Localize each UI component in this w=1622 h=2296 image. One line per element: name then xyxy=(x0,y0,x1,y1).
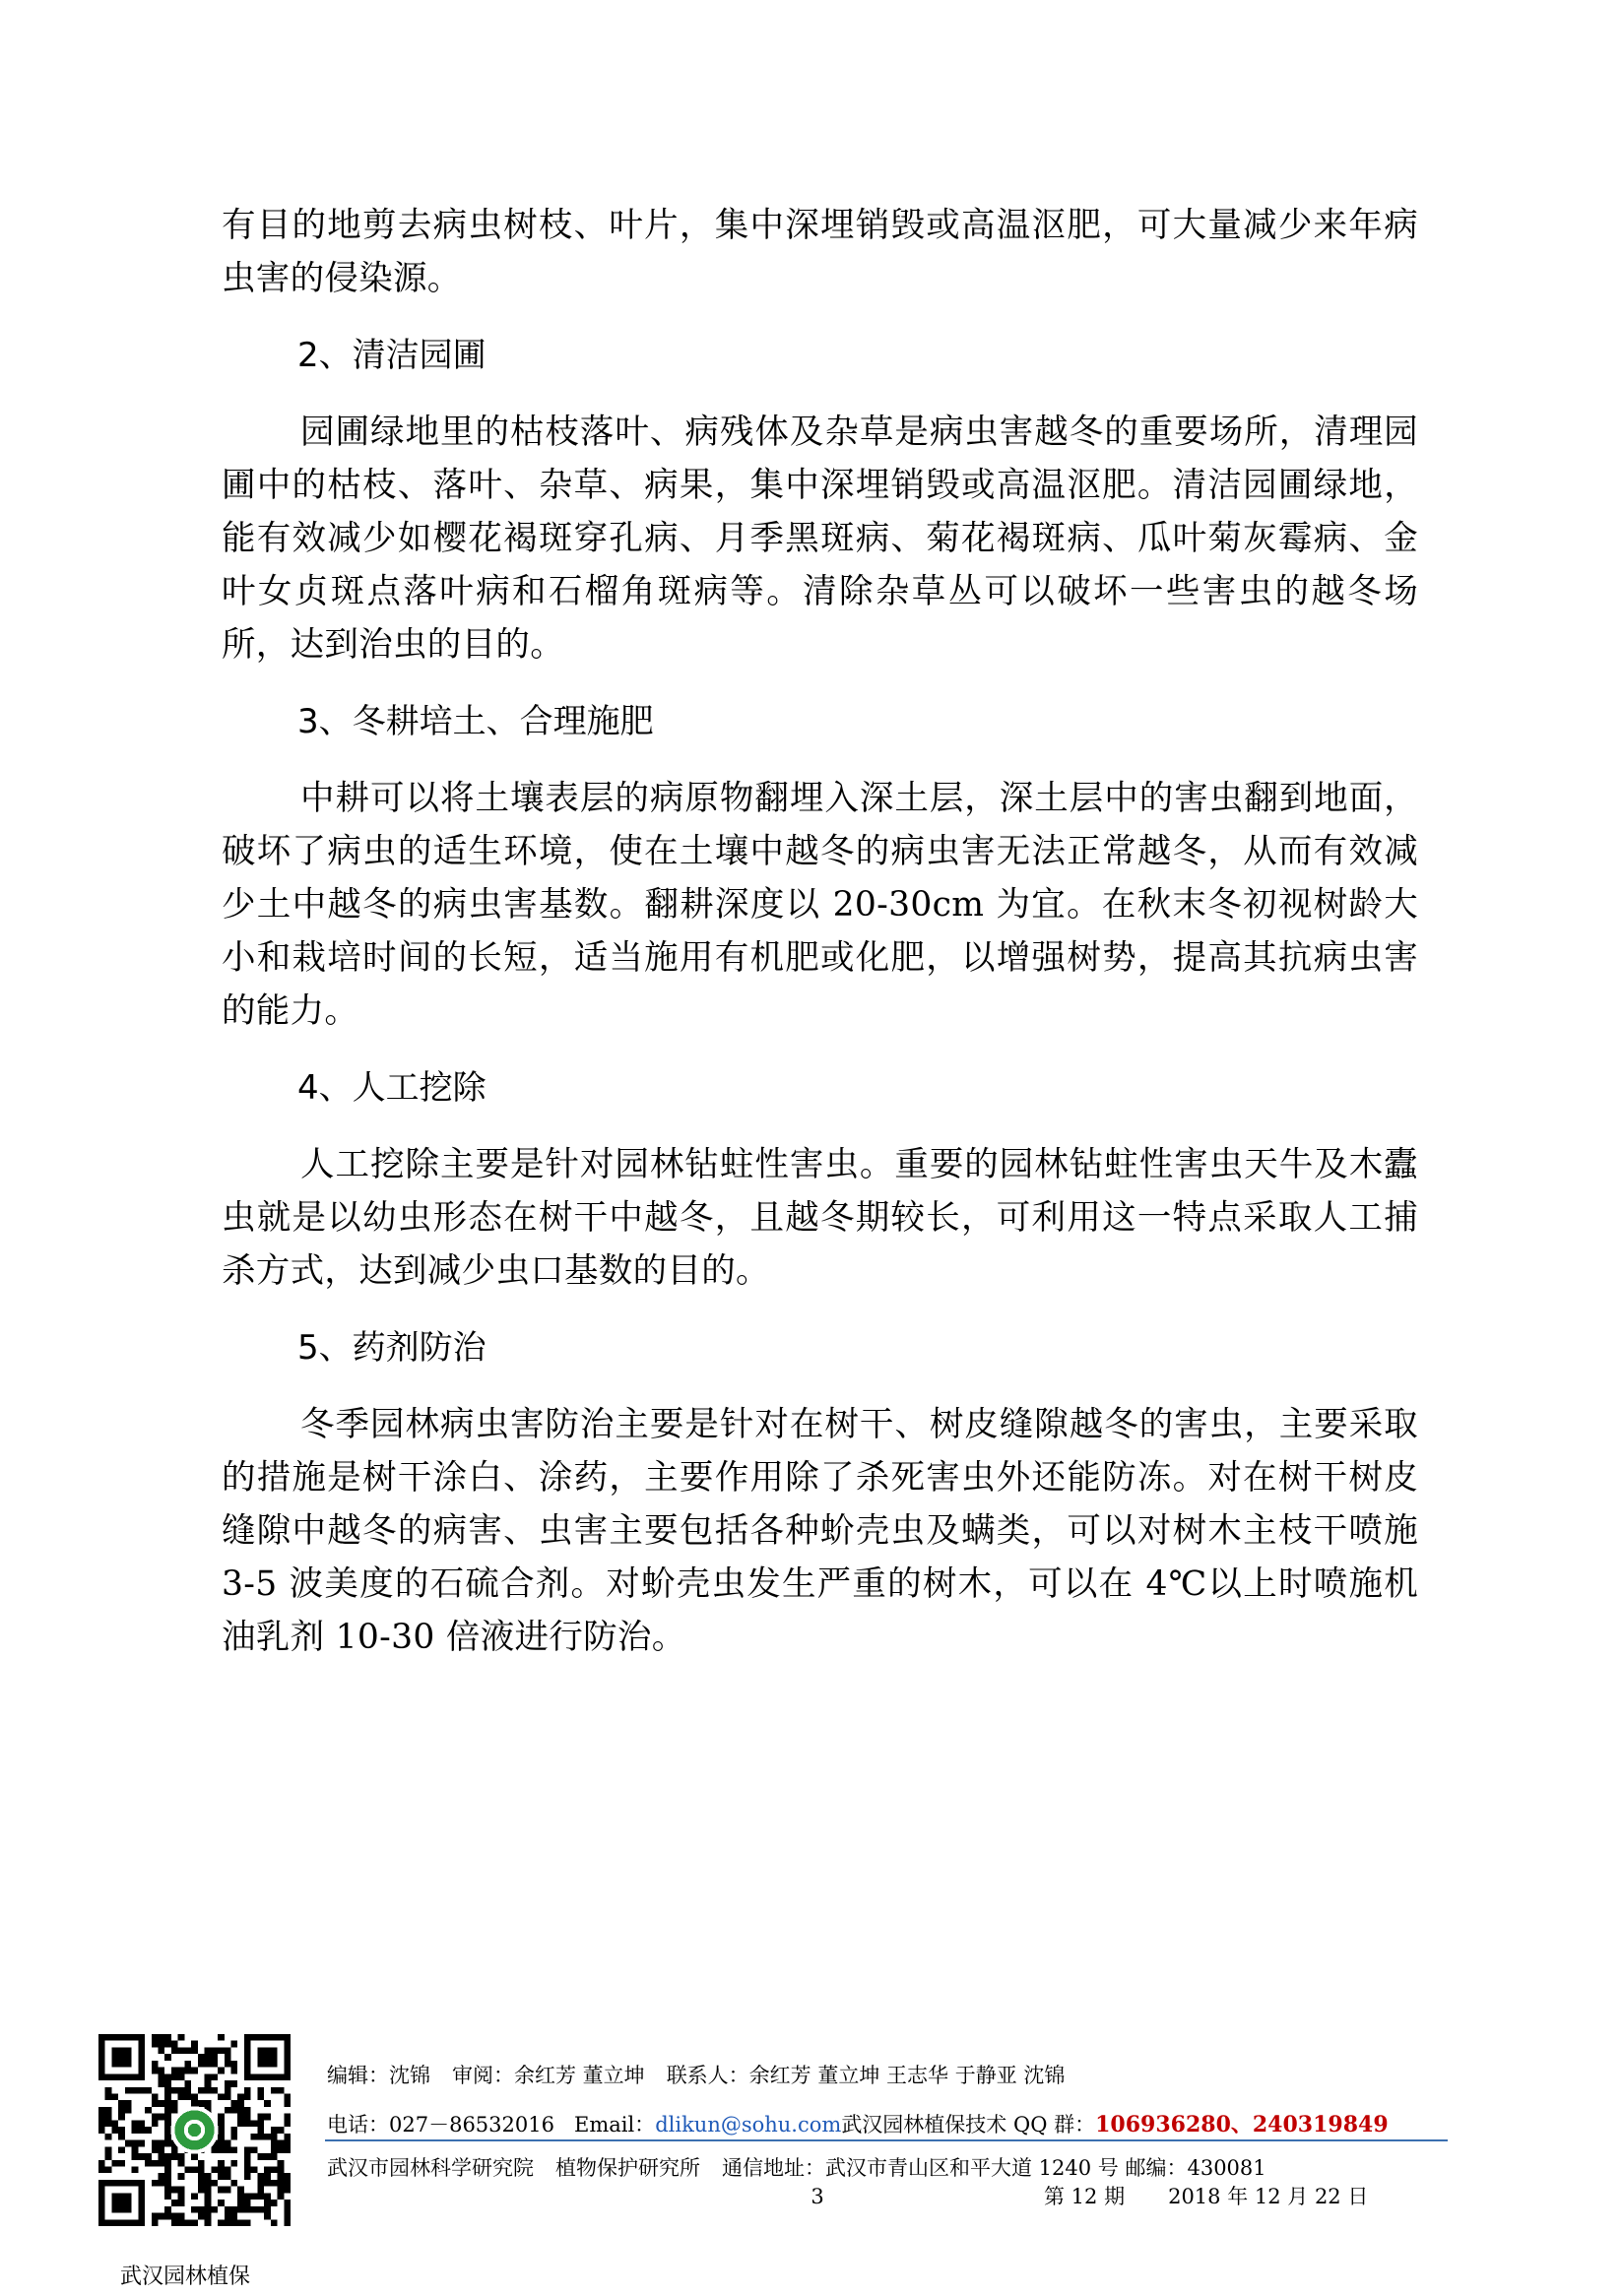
paragraph-1: 有目的地剪去病虫树枝、叶片，集中深埋销毁或高温沤肥，可大量减少来年病虫害的侵染源。 xyxy=(222,206,1418,298)
qr-code-icon xyxy=(98,2034,291,2226)
article-body xyxy=(222,199,1418,1690)
footer-address-line xyxy=(327,2152,1266,2182)
address: 通信地址：武汉市青山区和平大道 1240 号 邮编：430081 xyxy=(722,2156,1266,2180)
email-link[interactable]: dlikun@sohu.com xyxy=(655,2113,842,2137)
issue-date: 2018 年 12 月 22 日 xyxy=(1168,2185,1369,2208)
reviewer: 审阅：余红芳 董立坤 xyxy=(452,2064,645,2087)
qr-block xyxy=(98,2034,295,2290)
heading-5: 5、药剂防治 xyxy=(297,1328,487,1368)
department: 植物保护研究所 xyxy=(555,2156,700,2180)
paragraph-5: 冬季园林病虫害防治主要是针对在树干、树皮缝隙越冬的害虫，主要采取的措施是树干涂白、涂药，主要作用除了杀死害虫外还能防冻。对在树干树皮缝隙中越冬的病害、虫害主要包括各种蚧壳虫及螨类，可以对树木主枝干喷施 3-5 波美度的石硫合剂。对蚧壳虫发生严重的树木，可以在 4℃以上时喷施机油乳剂 10-30 倍液进行防治。 xyxy=(222,1405,1418,1657)
paragraph-2: 园圃绿地里的枯枝落叶、病残体及杂草是病虫害越冬的重要场所，清理园圃中的枯枝、落叶、杂草、病果，集中深埋销毁或高温沤肥。清洁园圃绿地，能有效减少如樱花褐斑穿孔病、月季黑斑病、菊花褐斑病、瓜叶菊灰霉病、金叶女贞斑点落叶病和石榴角斑病等。清除杂草丛可以破坏一些害虫的越冬场所，达到治虫的目的。 xyxy=(222,413,1418,665)
footer-divider xyxy=(325,2139,1448,2141)
contacts: 联系人：余红芳 董立坤 王志华 于静亚 沈锦 xyxy=(666,2064,1066,2087)
heading-4: 4、人工挖除 xyxy=(297,1068,487,1108)
footer-staff-line xyxy=(327,2060,1065,2089)
paragraph-3: 中耕可以将土壤表层的病原物翻埋入深土层，深土层中的害虫翻到地面，破坏了病虫的适生环境，使在土壤中越冬的病虫害无法正常越冬，从而有效减少土中越冬的病虫害基数。翻耕深度以 20-30cm 为宜。在秋末冬初视树龄大小和栽培时间的长短，适当施用有机肥或化肥，以增强树势，提高其抗病虫害的能力。 xyxy=(222,779,1418,1031)
footer-issue-line xyxy=(327,2181,1368,2210)
institute: 武汉市园林科学研究院 xyxy=(327,2156,534,2180)
email-label: Email： xyxy=(573,2113,656,2137)
phone: 电话：027－86532016 xyxy=(327,2113,554,2137)
issue-number: 第 12 期 xyxy=(1044,2185,1126,2208)
heading-2: 2、清洁园圃 xyxy=(297,336,487,375)
heading-3: 3、冬耕培土、合理施肥 xyxy=(297,702,654,741)
qq-groups: 106936280、240319849 xyxy=(1095,2112,1389,2137)
paragraph-4: 人工挖除主要是针对园林钻蛀性害虫。重要的园林钻蛀性害虫天牛及木蠹虫就是以幼虫形态在树干中越冬，且越冬期较长，可利用这一特点采取人工捕杀方式，达到减少虫口基数的目的。 xyxy=(222,1145,1418,1291)
qr-caption: 武汉园林植保 xyxy=(120,2264,251,2289)
qq-label: 武汉园林植保技术 QQ 群： xyxy=(841,2113,1096,2137)
editor: 编辑：沈锦 xyxy=(327,2064,430,2087)
footer-contact-line xyxy=(327,2108,1389,2138)
page-number: 3 xyxy=(811,2185,824,2208)
